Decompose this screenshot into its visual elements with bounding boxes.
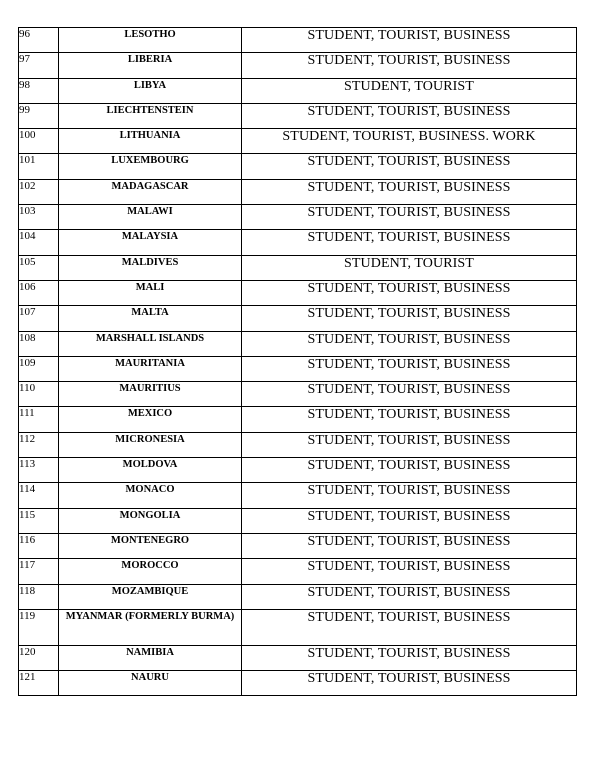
- visa-types: STUDENT, TOURIST, BUSINESS: [242, 533, 577, 558]
- country-name: NAURU: [59, 671, 242, 696]
- visa-types: STUDENT, TOURIST, BUSINESS: [242, 432, 577, 457]
- row-number: 110: [19, 382, 59, 407]
- table-row: [19, 306, 577, 331]
- row-number: 105: [19, 255, 59, 280]
- visa-types: STUDENT, TOURIST, BUSINESS: [242, 508, 577, 533]
- visa-types: STUDENT, TOURIST: [242, 255, 577, 280]
- table-row: [19, 609, 577, 645]
- row-number: 102: [19, 179, 59, 204]
- visa-types: STUDENT, TOURIST: [242, 78, 577, 103]
- country-name: MOLDOVA: [59, 458, 242, 483]
- country-name: MOROCCO: [59, 559, 242, 584]
- row-number: 107: [19, 306, 59, 331]
- table-row: [19, 508, 577, 533]
- country-name: MONACO: [59, 483, 242, 508]
- row-number: 104: [19, 230, 59, 255]
- table-row: [19, 28, 577, 53]
- country-name: MYANMAR (FORMERLY BURMA): [59, 609, 242, 645]
- table-row: [19, 129, 577, 154]
- row-number: 112: [19, 432, 59, 457]
- country-name: MAURITIUS: [59, 382, 242, 407]
- row-number: 106: [19, 280, 59, 305]
- table-row: [19, 205, 577, 230]
- visa-types: STUDENT, TOURIST, BUSINESS: [242, 205, 577, 230]
- row-number: 99: [19, 103, 59, 128]
- country-name: MALAWI: [59, 205, 242, 230]
- visa-types: STUDENT, TOURIST, BUSINESS: [242, 671, 577, 696]
- visa-types: STUDENT, TOURIST, BUSINESS: [242, 458, 577, 483]
- row-number: 121: [19, 671, 59, 696]
- row-number: 118: [19, 584, 59, 609]
- country-name: MEXICO: [59, 407, 242, 432]
- table-row: [19, 584, 577, 609]
- visa-types: STUDENT, TOURIST, BUSINESS. WORK: [242, 129, 577, 154]
- table-row: [19, 671, 577, 696]
- country-name: MICRONESIA: [59, 432, 242, 457]
- country-name: MALI: [59, 280, 242, 305]
- table-row: [19, 458, 577, 483]
- country-name: LIECHTENSTEIN: [59, 103, 242, 128]
- row-number: 101: [19, 154, 59, 179]
- visa-types: STUDENT, TOURIST, BUSINESS: [242, 356, 577, 381]
- table-row: [19, 645, 577, 670]
- table-row: [19, 331, 577, 356]
- row-number: 114: [19, 483, 59, 508]
- country-name: LUXEMBOURG: [59, 154, 242, 179]
- visa-types: STUDENT, TOURIST, BUSINESS: [242, 154, 577, 179]
- visa-types: STUDENT, TOURIST, BUSINESS: [242, 179, 577, 204]
- visa-types: STUDENT, TOURIST, BUSINESS: [242, 103, 577, 128]
- visa-types: STUDENT, TOURIST, BUSINESS: [242, 584, 577, 609]
- table-row: [19, 382, 577, 407]
- row-number: 111: [19, 407, 59, 432]
- country-name: MARSHALL ISLANDS: [59, 331, 242, 356]
- country-visa-table: [18, 27, 577, 696]
- row-number: 98: [19, 78, 59, 103]
- country-name: MALDIVES: [59, 255, 242, 280]
- country-name: NAMIBIA: [59, 645, 242, 670]
- row-number: 119: [19, 609, 59, 645]
- country-name: MALTA: [59, 306, 242, 331]
- visa-types: STUDENT, TOURIST, BUSINESS: [242, 280, 577, 305]
- country-name: MAURITANIA: [59, 356, 242, 381]
- row-number: 117: [19, 559, 59, 584]
- table-row: [19, 356, 577, 381]
- table-row: [19, 179, 577, 204]
- visa-types: STUDENT, TOURIST, BUSINESS: [242, 53, 577, 78]
- visa-types: STUDENT, TOURIST, BUSINESS: [242, 483, 577, 508]
- visa-types: STUDENT, TOURIST, BUSINESS: [242, 331, 577, 356]
- table-row: [19, 103, 577, 128]
- row-number: 100: [19, 129, 59, 154]
- row-number: 115: [19, 508, 59, 533]
- country-name: LITHUANIA: [59, 129, 242, 154]
- visa-types: STUDENT, TOURIST, BUSINESS: [242, 382, 577, 407]
- table-row: [19, 407, 577, 432]
- table-row: [19, 559, 577, 584]
- country-name: MALAYSIA: [59, 230, 242, 255]
- country-name: MONTENEGRO: [59, 533, 242, 558]
- table-row: [19, 280, 577, 305]
- row-number: 120: [19, 645, 59, 670]
- country-name: MADAGASCAR: [59, 179, 242, 204]
- table-row: [19, 78, 577, 103]
- table-row: [19, 533, 577, 558]
- row-number: 108: [19, 331, 59, 356]
- table-row: [19, 483, 577, 508]
- visa-types: STUDENT, TOURIST, BUSINESS: [242, 230, 577, 255]
- country-name: MONGOLIA: [59, 508, 242, 533]
- row-number: 109: [19, 356, 59, 381]
- row-number: 103: [19, 205, 59, 230]
- visa-types: STUDENT, TOURIST, BUSINESS: [242, 306, 577, 331]
- country-name: LIBYA: [59, 78, 242, 103]
- visa-types: STUDENT, TOURIST, BUSINESS: [242, 559, 577, 584]
- row-number: 97: [19, 53, 59, 78]
- visa-types: STUDENT, TOURIST, BUSINESS: [242, 609, 577, 645]
- table-row: [19, 53, 577, 78]
- visa-types: STUDENT, TOURIST, BUSINESS: [242, 407, 577, 432]
- row-number: 116: [19, 533, 59, 558]
- table-row: [19, 432, 577, 457]
- country-name: LIBERIA: [59, 53, 242, 78]
- visa-types: STUDENT, TOURIST, BUSINESS: [242, 28, 577, 53]
- table-row: [19, 255, 577, 280]
- row-number: 96: [19, 28, 59, 53]
- table-row: [19, 230, 577, 255]
- row-number: 113: [19, 458, 59, 483]
- country-name: MOZAMBIQUE: [59, 584, 242, 609]
- visa-types: STUDENT, TOURIST, BUSINESS: [242, 645, 577, 670]
- table-row: [19, 154, 577, 179]
- country-name: LESOTHO: [59, 28, 242, 53]
